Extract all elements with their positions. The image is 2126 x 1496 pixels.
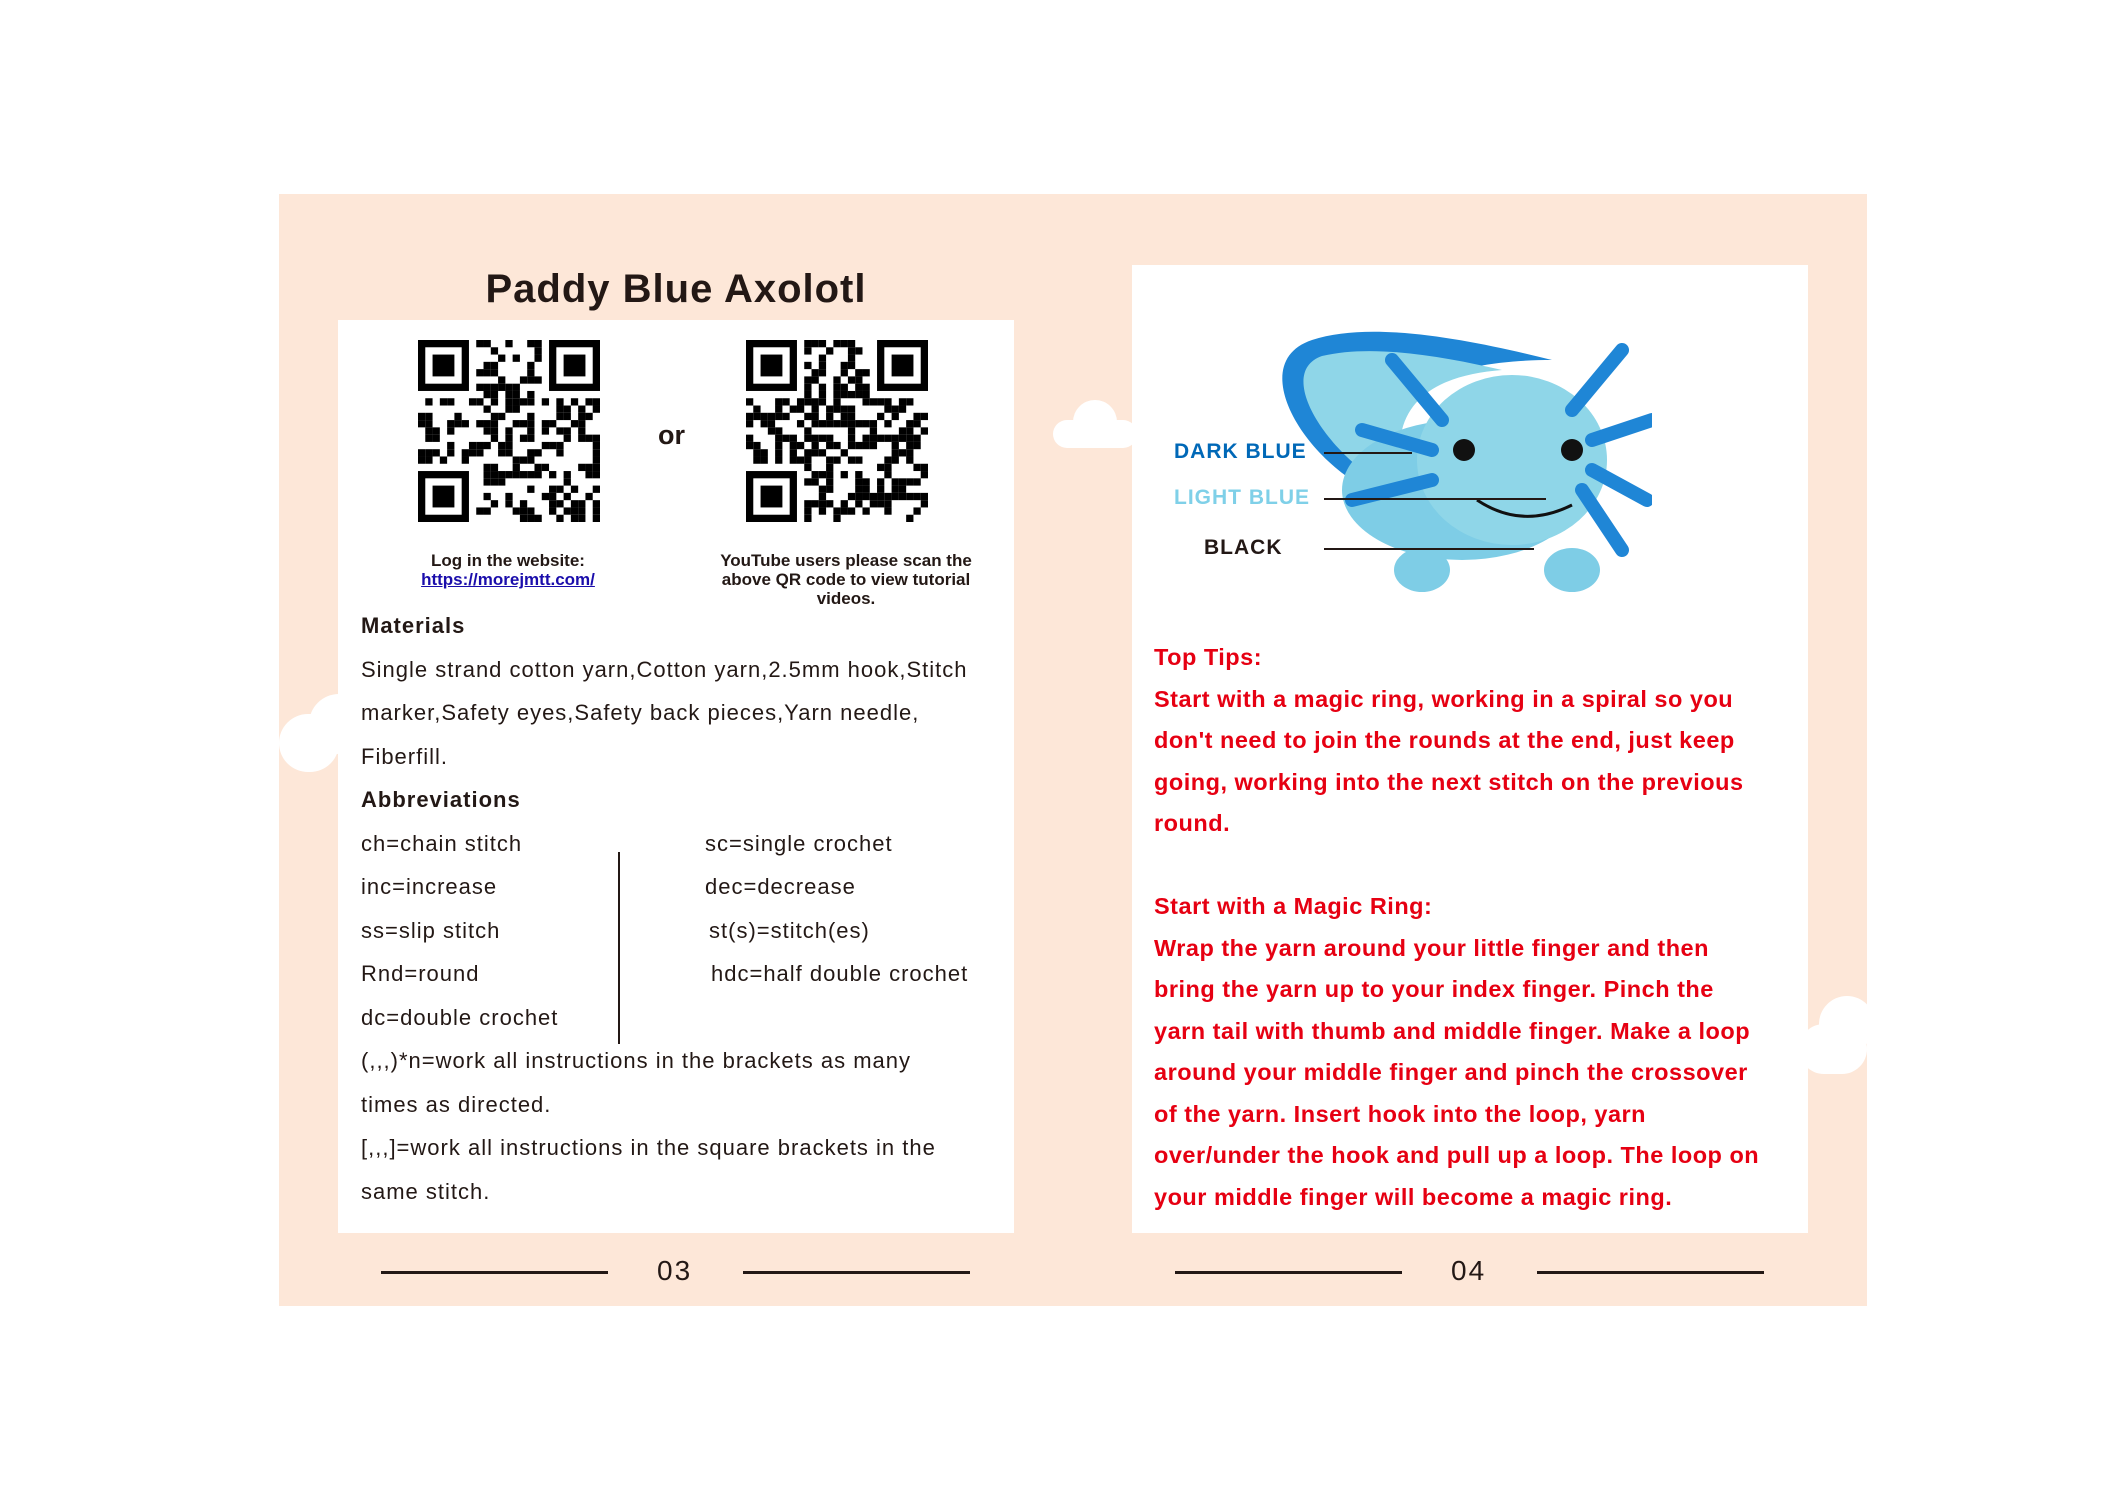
abbr-left-item: ss=slip stitch (361, 917, 501, 943)
footer-rule-left-a (381, 1271, 608, 1274)
website-login-text: Log in the website: (431, 551, 585, 570)
tips-line: Top Tips: (1154, 644, 1263, 670)
top-tips-text (1154, 637, 1804, 1218)
instructions-panel (338, 320, 1014, 1233)
notes-line: (,,,)*n=work all instructions in the brackets as many (361, 1048, 912, 1073)
dark-blue-label: DARK BLUE (1174, 440, 1307, 463)
abbr-left-item: dc=double crochet (361, 1004, 559, 1030)
tips-line: around your middle finger and pinch the crossover (1154, 1059, 1748, 1085)
tips-line: Wrap the yarn around your little finger and then (1154, 934, 1709, 961)
tips-line: Start with a Magic Ring: (1154, 893, 1433, 919)
tips-line: Start with a magic ring, working in a spiral so you (1154, 685, 1734, 712)
black-leader (1324, 548, 1534, 550)
abbr-right-item: st(s)=stitch(es) (709, 917, 870, 943)
footer-rule-right-b (1537, 1271, 1764, 1274)
abbr-right-item: sc=single crochet (705, 830, 893, 856)
abbr-right-item: hdc=half double crochet (711, 961, 969, 986)
black-label: BLACK (1204, 536, 1283, 559)
abbreviations-heading: Abbreviations (361, 787, 521, 812)
light-blue-leader (1324, 498, 1546, 500)
tips-line: of the yarn. Insert hook into the loop, yarn (1154, 1100, 1647, 1127)
youtube-qr-code[interactable] (746, 340, 928, 522)
page-number-right: 04 (1451, 1255, 1487, 1286)
axolotl-photo (1252, 300, 1652, 610)
cloud-decoration-middle (1053, 420, 1137, 448)
cloud-decoration-right (1799, 1024, 1867, 1074)
notes-line: times as directed. (361, 1091, 552, 1117)
tips-line: bring the yarn up to your index finger. Pinch the (1154, 976, 1714, 1002)
cloud-decoration-left (279, 714, 339, 772)
abbr-right-item: dec=decrease (705, 874, 856, 899)
qr-right-caption: YouTube users please scan the above QR code to view tutorial videos. (720, 551, 972, 608)
booklet-spread (279, 194, 1867, 1306)
page-title: Paddy Blue Axolotl (485, 267, 867, 311)
abbreviations-divider (618, 852, 620, 1044)
abbr-left-item: Rnd=round (361, 961, 480, 986)
materials-line: Fiberfill. (361, 743, 449, 769)
dark-blue-leader (1324, 452, 1412, 454)
tips-line: going, working into the next stitch on the previous (1154, 768, 1744, 795)
page-number-left: 03 (657, 1255, 693, 1286)
materials-line: Single strand cotton yarn,Cotton yarn,2.5mm hook,Stitch (361, 656, 968, 682)
materials-heading: Materials (361, 613, 466, 638)
website-link[interactable]: https://morejmtt.com/ (421, 570, 595, 589)
tips-line: round. (1154, 810, 1231, 836)
website-qr-code[interactable] (418, 340, 600, 522)
notes-line: [,,,]=work all instructions in the square brackets in the (361, 1135, 936, 1160)
tips-line: don't need to join the rounds at the end, just keep (1154, 727, 1735, 753)
or-label: or (658, 420, 685, 450)
tips-line (1154, 845, 1804, 887)
qr-left-caption (378, 551, 638, 589)
footer-rule-left-b (743, 1271, 970, 1274)
footer-rule-right-a (1175, 1271, 1402, 1274)
abbr-left-item: inc=increase (361, 874, 498, 899)
tips-panel (1132, 265, 1808, 1233)
light-blue-label: LIGHT BLUE (1174, 486, 1310, 509)
tips-line: over/under the hook and pull up a loop. The loop on (1154, 1142, 1760, 1168)
tips-line: yarn tail with thumb and middle finger. Make a loop (1154, 1017, 1751, 1044)
notes-line: same stitch. (361, 1178, 491, 1204)
tips-line: your middle finger will become a magic ring. (1154, 1183, 1673, 1210)
abbr-left-item: ch=chain stitch (361, 830, 523, 856)
materials-line: marker,Safety eyes,Safety back pieces,Yarn needle, (361, 700, 920, 725)
